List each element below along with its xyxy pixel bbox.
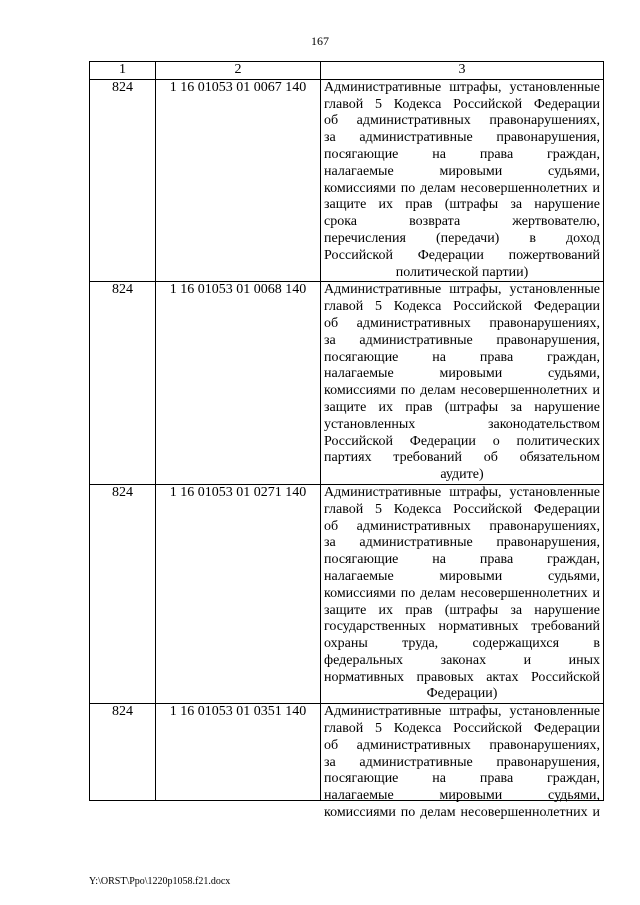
admin-code-cell: 824	[90, 704, 156, 801]
description-line: об административных правонарушениях,	[324, 518, 600, 534]
table-row	[90, 484, 604, 703]
table-row	[90, 282, 604, 485]
table-row	[90, 79, 604, 282]
description-line: налагаемые мировыми судьями,	[324, 163, 600, 179]
description-cell	[321, 79, 604, 282]
description-line: нормативных правовых актах Российской	[324, 669, 600, 685]
description-cell	[321, 704, 604, 821]
description-line: охраны труда, содержащихся в	[324, 636, 600, 652]
description-line: главой 5 Кодекса Российской Федерации	[324, 501, 600, 517]
budget-code-cell: 1 16 01053 01 0271 140	[156, 484, 321, 703]
description-line: комиссиями по делам несовершеннолетних и	[324, 180, 600, 196]
header-col-1: 1	[90, 62, 156, 80]
description-line: защите их прав (штрафы за нарушение	[324, 197, 600, 213]
table-header-row	[90, 62, 604, 80]
description-line: установленных законодательством	[324, 416, 600, 432]
description-line: комиссиями по делам несовершеннолетних и	[324, 805, 600, 821]
admin-code-cell: 824	[90, 282, 156, 485]
description-line: Российской Федерации о политических	[324, 433, 600, 449]
description-line: главой 5 Кодекса Российской Федерации	[324, 299, 600, 315]
description-line: Административные штрафы, установленные	[324, 484, 600, 500]
description-line: Российской Федерации пожертвований	[324, 247, 600, 263]
description-cell	[321, 484, 604, 703]
description-line: об административных правонарушениях,	[324, 737, 600, 753]
description-line: комиссиями по делам несовершеннолетних и	[324, 585, 600, 601]
page-number: 167	[311, 34, 329, 48]
budget-codes-table	[89, 61, 604, 821]
description-line: посягающие на права граждан,	[324, 146, 600, 162]
description-line: перечисления (передачи) в доход	[324, 230, 600, 246]
header-col-3: 3	[321, 62, 604, 80]
admin-code-cell: 824	[90, 484, 156, 703]
budget-code-cell: 1 16 01053 01 0067 140	[156, 79, 321, 282]
description-line: Федерации)	[426, 686, 498, 702]
description-line: посягающие на права граждан,	[324, 552, 600, 568]
description-line: защите их прав (штрафы за нарушение	[324, 399, 600, 415]
budget-code-cell: 1 16 01053 01 0351 140	[156, 704, 321, 801]
admin-code-cell: 824	[90, 79, 156, 282]
budget-code-cell: 1 16 01053 01 0068 140	[156, 282, 321, 485]
description-line: комиссиями по делам несовершеннолетних и	[324, 383, 600, 399]
description-line: за административные правонарушения,	[324, 332, 600, 348]
description-line: Административные штрафы, установленные	[324, 79, 600, 95]
description-line: об административных правонарушениях,	[324, 113, 600, 129]
description-line: за административные правонарушения,	[324, 754, 600, 770]
description-line: федеральных законах и иных	[324, 652, 600, 668]
description-line: аудите)	[440, 467, 484, 483]
description-line: государственных нормативных требований	[324, 619, 600, 635]
description-line: Административные штрафы, установленные	[324, 704, 600, 720]
description-line: посягающие на права граждан,	[324, 771, 600, 787]
description-line: за административные правонарушения,	[324, 130, 600, 146]
description-line: за административные правонарушения,	[324, 535, 600, 551]
description-line: налагаемые мировыми судьями,	[324, 366, 600, 382]
header-col-2: 2	[156, 62, 321, 80]
description-line: политической партии)	[395, 264, 529, 280]
description-line: налагаемые мировыми судьями,	[324, 568, 600, 584]
footer-file-path: Y:\ORST\Ppo\1220p1058.f21.docx	[89, 876, 231, 887]
description-line: главой 5 Кодекса Российской Федерации	[324, 96, 600, 112]
description-line: Административные штрафы, установленные	[324, 282, 600, 298]
description-line: срока возврата жертвователю,	[324, 214, 600, 230]
table-row	[90, 704, 604, 801]
description-line: посягающие на права граждан,	[324, 349, 600, 365]
description-line: защите их прав (штрафы за нарушение	[324, 602, 600, 618]
description-line: налагаемые мировыми судьями,	[324, 788, 600, 804]
description-cell	[321, 282, 604, 485]
description-line: главой 5 Кодекса Российской Федерации	[324, 721, 600, 737]
description-line: партиях требований об обязательном	[324, 450, 600, 466]
description-line: об административных правонарушениях,	[324, 315, 600, 331]
